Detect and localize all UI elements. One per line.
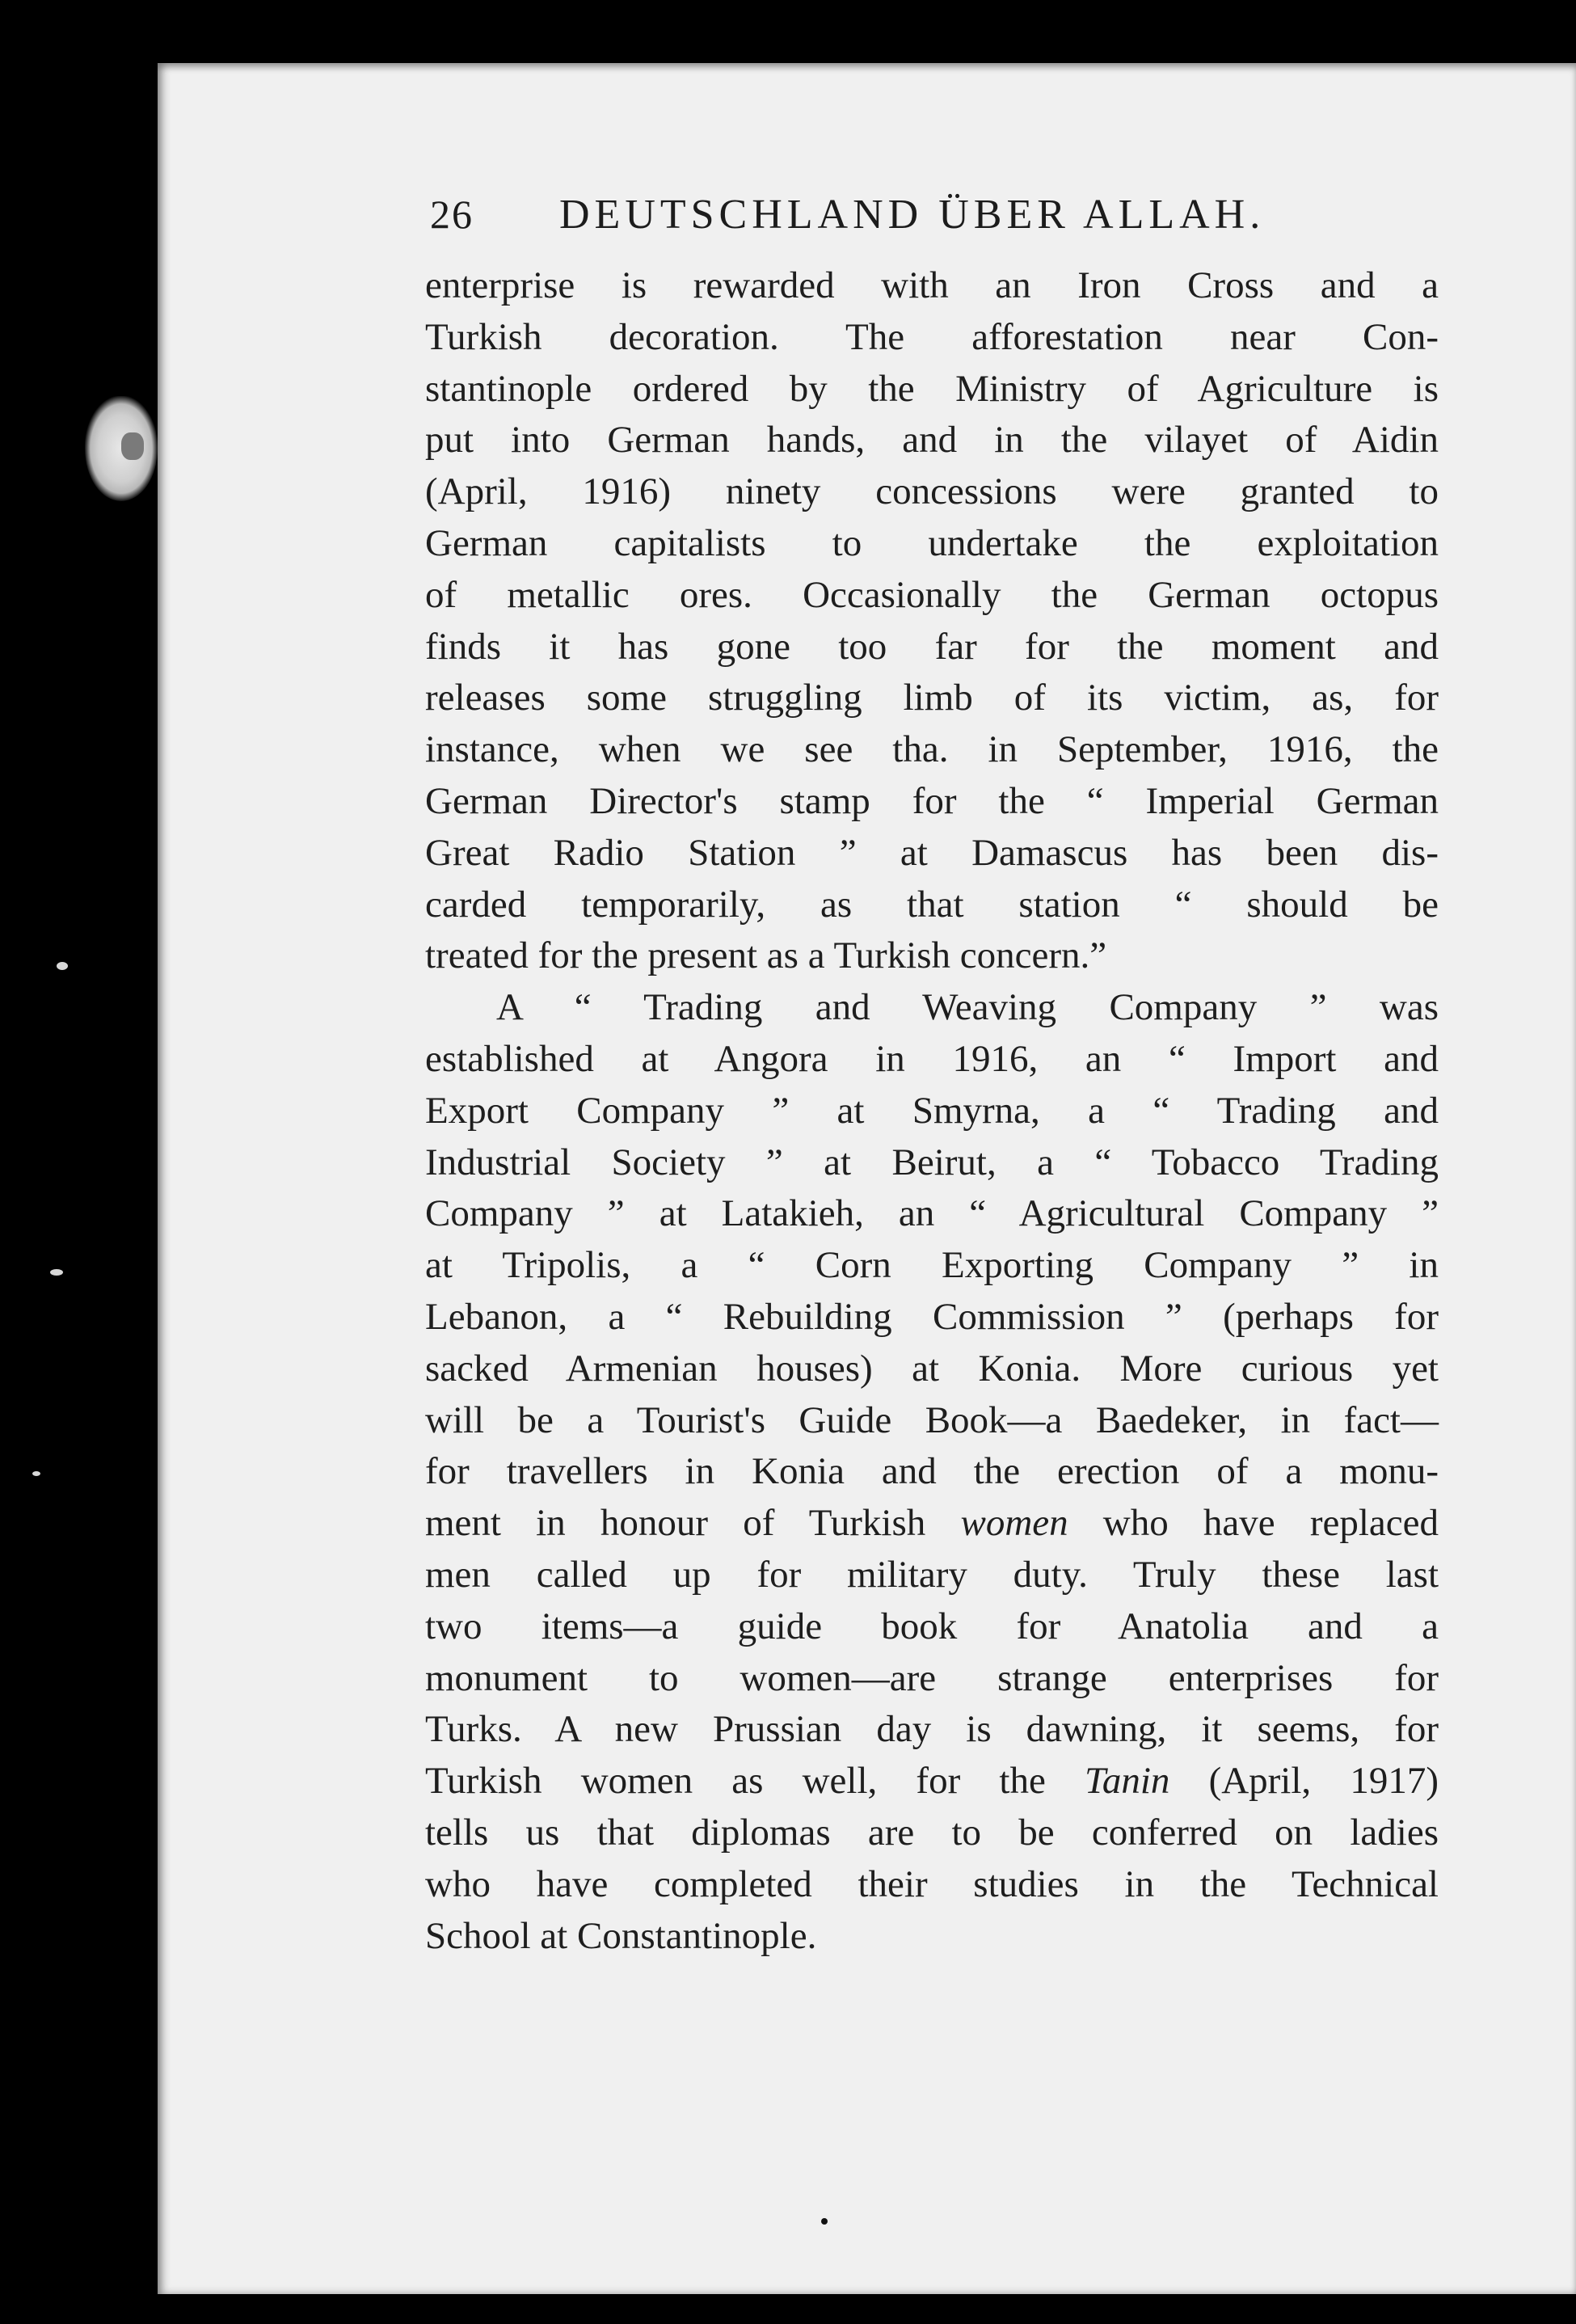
text-line: monument to women—are strange enterprises for [425, 1656, 1439, 1699]
text-segment: who have replaced [1068, 1502, 1439, 1545]
text-line: stantinople ordered by the Ministry of Agriculture is [425, 367, 1439, 410]
text-line: Company ” at Latakieh, an “ Agricultural Company ” [425, 1192, 1439, 1235]
scan-speck [50, 1269, 63, 1276]
text-line: will be a Tourist's Guide Book—a Baedeker, in fact— [425, 1398, 1439, 1441]
text-line: instance, when we see tha. in September, 1916, the [425, 728, 1439, 771]
text-line: treated for the present as a Turkish concern.” [425, 934, 1107, 977]
text-line: Turks. A new Prussian day is dawning, it seems, for [425, 1708, 1439, 1751]
page-header [430, 191, 1343, 247]
text-line: put into German hands, and in the vilayet of Aidin [425, 419, 1439, 462]
paragraph-start-line: A “ Trading and Weaving Company ” was [496, 986, 1439, 1029]
text-line: men called up for military duty. Truly these last [425, 1553, 1439, 1596]
text-line: two items—a guide book for Anatolia and a [425, 1605, 1439, 1647]
text-line: School at Constantinople. [425, 1914, 817, 1957]
text-line: Great Radio Station ” at Damascus has been dis- [425, 831, 1439, 874]
running-title: DEUTSCHLAND ÜBER ALLAH. [559, 192, 1266, 238]
text-line: Export Company ” at Smyrna, a “ Trading and [425, 1089, 1439, 1132]
text-line: Lebanon, a “ Rebuilding Commission ” (perhaps for [425, 1295, 1439, 1338]
library-stamp-center [121, 432, 144, 460]
text-line: (April, 1916) ninety concessions were granted to [425, 470, 1439, 513]
scan-speck [32, 1471, 40, 1476]
text-line: enterprise is rewarded with an Iron Cross and a [425, 264, 1439, 306]
text-line: tells us that diplomas are to be conferred on ladies [425, 1811, 1439, 1854]
text-line: who have completed their studies in the Technical [425, 1862, 1439, 1905]
text-line: for travellers in Konia and the erection of a monu- [425, 1450, 1439, 1493]
italic-word: women [960, 1502, 1068, 1545]
text-line: established at Angora in 1916, an “ Import and [425, 1037, 1439, 1080]
text-line: Industrial Society ” at Beirut, a “ Tobacco Trading [425, 1141, 1439, 1183]
text-line: at Tripolis, a “ Corn Exporting Company ” in [425, 1244, 1439, 1287]
text-line: of metallic ores. Occasionally the German octopus [425, 573, 1439, 616]
text-segment: (April, 1917) [1169, 1760, 1439, 1803]
page-mark-dot [821, 2218, 828, 2225]
scan-speck [57, 962, 68, 970]
text-line: finds it has gone too far for the moment and [425, 625, 1439, 668]
text-line: Turkish decoration. The afforestation near Con- [425, 315, 1439, 358]
text-line-with-italic [425, 1756, 1439, 1807]
text-line: sacked Armenian houses) at Konia. More curious yet [425, 1347, 1439, 1390]
text-segment: ment in honour of Turkish [425, 1502, 961, 1545]
text-line: releases some struggling limb of its victim, as, for [425, 677, 1439, 719]
text-line: German capitalists to undertake the exploitation [425, 521, 1439, 564]
text-line-with-italic [425, 1498, 1439, 1550]
body-text [425, 260, 1439, 1962]
text-line: German Director's stamp for the “ Imperial German [425, 779, 1439, 822]
page-number: 26 [430, 192, 474, 237]
text-segment: Turkish women as well, for the [425, 1760, 1085, 1803]
text-line: carded temporarily, as that station “ should be [425, 883, 1439, 926]
italic-title: Tanin [1085, 1760, 1170, 1803]
